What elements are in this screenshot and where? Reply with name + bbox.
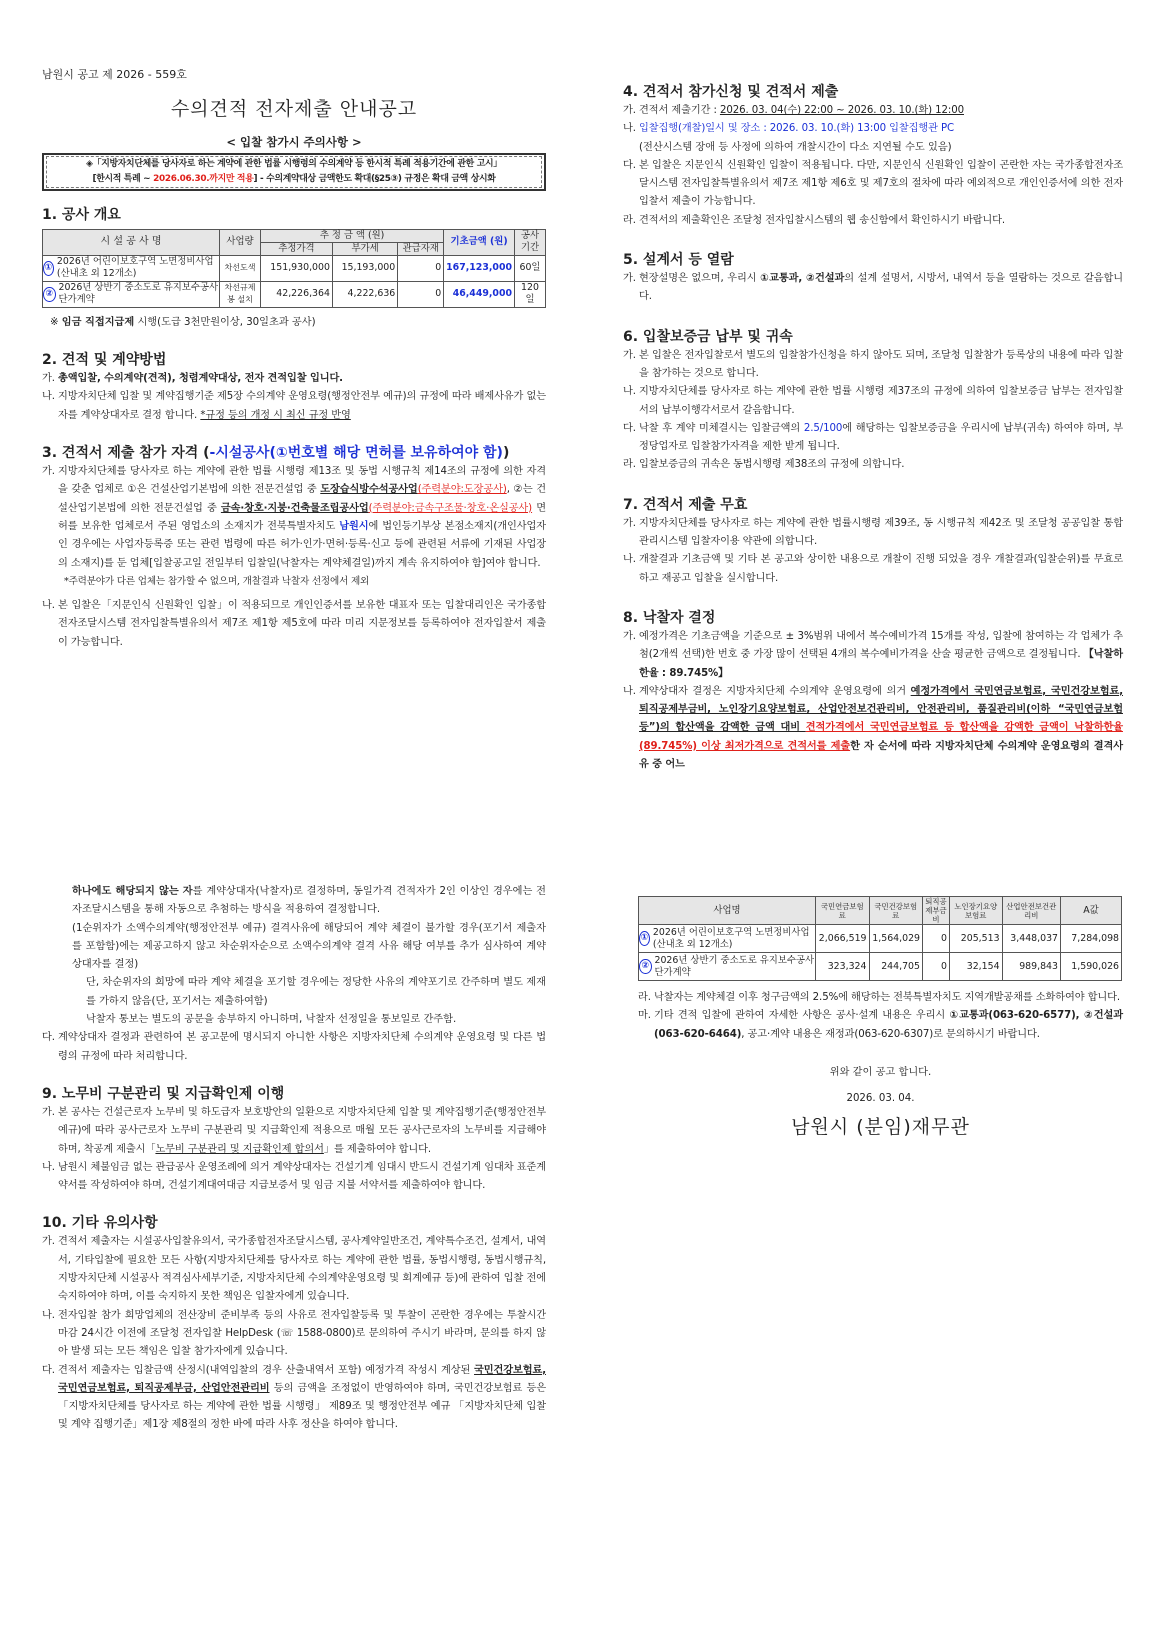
row-name: 2026년 어린이보호구역 노면정비사업(산내초 외 12개소) [652,926,810,950]
wage-note: ※ 임금 직접지급제 시행(도급 3천만원이상, 30일초과 공사) [50,316,316,328]
s4-item-na: 나. 입찰집행(개찰)일시 및 장소 : 2026. 03. 10.(화) 13:00 입찰집행관 PC [623,123,955,135]
closing-date: 2026. 03. 04. [846,1093,915,1105]
th-sub-est: 추정가격 [261,242,333,255]
s2-item-ga: 가. 총액입찰, 수의계약(견적), 청렴계약대상, 전자 견적입찰 입니다. [42,373,343,385]
s6-item-ga: 가. 본 입찰은 전자입찰로서 별도의 입찰참가신청을 하지 않아도 되며, 조달청 입찰참가 등록상의 내용에 따라 입찰을 참가하는 것으로 합니다. [623,349,1123,379]
a-value-table [638,896,1122,981]
section-1-title: 1. 공사 개요 [42,206,121,223]
s10-item-ga: 가. 견적서 제출자는 시설공사입찰유의서, 국가종합전자조달시스템, 공사계약일반조건, 계약특수조건, 설계서, 내역서, 기타입찰에 필요한 모든 사항(지방자치단체를 당사자로 하는 계약에 관한 법률, 동법시행령, 동법시행규칙, 지방자치단체 시설공사 적격심사세부기준, 지방자치단체 수의계약운영요령 및 회계예규 등)에 관하여 입찰 전에 숙지하여야 하며, 이를 숙지하지 못한 책임은 입찰자에게 있습니다. [42,1236,546,1303]
section-9-title: 9. 노무비 구분관리 및 지급확인제 이행 [42,1085,285,1102]
s4-item-da: 다. 본 입찰은 지문인식 신원확인 입찰이 적용됩니다. 다만, 지문인식 신원확인 입찰이 곤란한 자는 국가종합전자조달시스템 전자입찰특별유의서 제7조 제1항 제6호 및 제7호의 절차에 따라 예외적으로 개인인증서에 의한 전자입찰서 제출이 가능합니다. [623,159,1123,208]
row-name: 2026년 상반기 중소도로 유지보수공사 단가계약 [654,954,815,978]
row-name: 2026년 어린이보호구역 노면정비사업(산내초 외 12개소) [56,256,214,280]
s8-item-na: 나. 계약상대자 결정은 지방자치단체 수의계약 운영요령에 의거 예정가격에서 국민연금보험료, 국민건강보험료, 퇴직공제부금비, 노인장기요양보험료, 산업안전보건관리비, 안전관리비, 품질관리비(이하 “국민연금보험 등”)의 합산액을 감액한 금액 대비 견적가격에서 국민연금보험료 등 합산액을 감액한 금액이 낙찰하한율(89.745%) 이상 최저가격으로 견적서를 제출한 자 순서에 따라 지방자치단체 수의계약 운영요령의 결격사유 중 어느 [623,685,1123,771]
cell-retire: 0 [923,953,950,981]
caution-line-2: [한시적 특례 ~ 2026.06.30.까지만 적용] - 수의계약대상 금액한도 확대(§25③) 규정은 확대 금액 상시화 [92,173,496,184]
row-est: 151,930,000 [261,255,333,281]
s5-item-ga: 가. 현장설명은 없으며, 우리시 ①교통과, ②건설과의 설계 설명서, 시방서, 내역서 등을 열람하는 것으로 갈음합니다. [623,273,1123,303]
th-sub-vat: 부가세 [332,242,397,255]
section-8-title: 8. 낙찰자 결정 [623,609,716,626]
th-period: 공사 기간 [515,229,546,255]
caution-box [42,153,546,191]
section-10-title: 10. 기타 유의사항 [42,1215,158,1232]
s9-item-na: 나. 남원시 체불임금 없는 관급공사 운영조례에 의거 계약상대자는 건설기계 임대시 반드시 건설기계 임대차 표준계약서를 작성하여야 하며, 건설기계대여대금 지급보증서 및 임금 지불 서약서를 제출하여야 합니다. [42,1161,546,1192]
row-number: ② [639,959,652,974]
issuer: 남원시 (분임)재무관 [791,1116,970,1139]
table-row [43,281,546,307]
s8-sub-2: 단, 차순위자의 희망에 따라 계약 체결을 포기할 경우에는 정당한 사유의 계약포기로 간주하며 별도 제재를 가하지 않음(단, 포기서는 제출하여함) [86,977,546,1007]
cell-elder: 205,513 [949,925,1002,953]
row-mat: 0 [398,281,444,307]
right-column-bottom [638,896,1123,1137]
s10-item-da: 다. 견적서 제출자는 입찰금액 산정시(내역입찰의 경우 산출내역서 포함) 예정가격 작성시 계상된 국민건강보험료, 국민연금보험료, 퇴직공제부금, 산업안전관리비 등의 금액을 조정없이 반영하여야 하며, 국민건강보험료 등은 「지방자치단체를 당사자로 하는 계약에 관한 법률 시행령」 제89조 및 행정안전부 예규 「지방자치단체 입찰 및 계약 집행기준」제1장 제8절의 정한 바에 따라 사후 정산을 하여야 합니다. [42,1364,546,1431]
page-title: 수의견적 전자제출 안내공고 [170,98,418,121]
section-7-title: 7. 견적서 제출 무효 [623,496,748,513]
s6-item-na: 나. 지방자치단체를 당사자로 하는 계약에 관한 법률 시행령 제37조의 규정에 의하여 입찰보증금 납부는 전자입찰서의 납부이행각서로서 갈음합니다. [623,386,1123,416]
cell-pension: 2,066,519 [816,925,870,953]
th-name: 시 설 공 사 명 [43,229,220,255]
cell-safety: 989,843 [1002,953,1060,981]
s3-note: *주력분야가 다른 업체는 참가할 수 없으며, 개찰결과 낙찰자 선정에서 제외 [64,575,370,587]
s4-item-ra: 라. 견적서의 제출확인은 조달청 전자입찰시스템의 웹 송신함에서 확인하시기 바랍니다. [623,214,1006,226]
th-base: 기초금액 (원) [444,229,515,255]
notice-number: 남원시 공고 제 2026 - 559호 [42,68,187,81]
th-pension: 국민연금보험료 [816,897,870,925]
s8-item-ra: 라. 낙찰자는 계약체결 이후 청구금액의 2.5%에 해당하는 전북특별자치도 지역개발공채를 소화하여야 합니다. [638,992,1120,1003]
row-period: 60일 [515,255,546,281]
project-table [42,229,546,308]
left-column-bottom [42,883,546,1435]
s8-sub-1: (1순위자가 소액수의계약(행정안전부 예규) 결격사유에 해당되어 계약 체결이 불가할 경우(포기서 제출자를 포함함)에는 제공고하지 않고 차순위자순으로 소액수의계약 결격 사유 해당 여부를 추가 심사하여 계약상대자를 결정) [72,922,546,971]
section-6-title: 6. 입찰보증금 납부 및 귀속 [623,328,793,345]
row-number: ② [43,287,56,302]
row-vat: 4,222,636 [332,281,397,307]
cell-health: 244,705 [869,953,923,981]
cell-pension: 323,324 [816,953,870,981]
caution-heading: < 입찰 참가시 주의사항 > [226,134,362,149]
s10-item-na: 나. 전자입찰 참가 희망업체의 전산장비 준비부족 등의 사유로 전자입찰등록 및 투찰이 곤란한 경우에는 투찰시간 마감 24시간 이전에 조달청 전자입찰 HelpDesk (☏ 1588-0800)로 문의하여 주시기 바라며, 문의를 하지 않아 발생 되는 모든 책임은 입찰 참가자에게 있습니다. [42,1309,546,1358]
row-biz: 차선규제봉 설치 [220,281,261,307]
s9-item-ga: 가. 본 공사는 건설근로자 노무비 및 하도급자 보호방안의 일환으로 지방자치단체 입찰 및 계약집행기준(행정안전부 예규)에 따라 공사근로자 노무비 구분관리 및 지급확인제 적용으로 매월 모든 공사근로자의 노무비를 지급해야 하며, 착공계 제출시「노무비 구분관리 및 지급확인제 합의서」를 제출하여야 합니다. [42,1106,546,1155]
cell-safety: 3,448,037 [1002,925,1060,953]
row-period: 120일 [515,281,546,307]
cell-health: 1,564,029 [869,925,923,953]
th-elder: 노인장기요양보험료 [949,897,1002,925]
s8-continued: 하나에도 해당되지 않는 자를 계약상대자(낙찰자)로 결정하며, 동일가격 견적자가 2인 이상인 경우에는 전자조달시스템을 통해 자동으로 추첨하는 방식을 적용하여 결정합니다. [72,886,546,916]
s8-item-ma: 마. 기타 견적 입찰에 관하여 자세한 사항은 공사·설계 내용은 우리시 ①교통과(063-620-6577), ②건설과(063-620-6464), 공고·계약 내용은 재정과(063-620-6307)로 문의하시기 바랍니다. [638,1010,1123,1040]
caution-line-1: ◈「지방자치단체를 당사자로 하는 계약에 관한 법률 시행령의 수의계약 등 한시적 특례 적용기간에 관한 고시」 [86,158,502,169]
s8-item-da: 다. 계약상대자 결정과 관련하여 본 공고문에 명시되지 아니한 사항은 지방자치단체 수의계약 운영요령 및 다른 법령의 규정에 따라 처리합니다. [42,1032,546,1062]
s8-sub-3: 낙찰자 통보는 별도의 공문을 송부하지 아니하며, 낙찰자 선정일을 통보일로 간주함. [86,1014,457,1026]
section-4-title: 4. 견적서 참가신청 및 견적서 제출 [623,84,839,100]
right-column-top [623,82,1123,774]
cell-elder: 32,154 [949,953,1002,981]
th-biz-name: 사업명 [639,897,816,925]
row-mat: 0 [398,255,444,281]
th-est: 추 정 금 액 (원) [261,229,444,242]
row-number: ① [43,261,54,276]
s3-item-ga: 가. 지방자치단체를 당사자로 하는 계약에 관한 법률 시행령 제13조 및 동법 시행규칙 제14조의 규정에 의한 자격을 갖춘 업체로 ①은 건설산업기본법에 의한 전문건설업 중 도장습식방수석공사업(주력분야:도장공사), ②는 건설산업기본법에 의한 전문건설업 중 금속·창호·지붕·건축물조립공사업(주력분야:금속구조물·창호·온실공사) 면허를 보유한 업체로서 주된 영업소의 소재지가 전북특별자치도 남원시에 법인등기부상 본점소재지(개인사업자인 경우에는 사업자등록증 또는 관련 법령에 따른 허가·인가·면허·등록·신고 등에 관련된 서류에 기재된 사업장의 소재지)를 둔 업체[입찰공고일 전일부터 입찰일(낙찰자는 계약체결일)까지 계속 유지하여야 함]여야 합니다. [42,466,546,569]
s8-item-ga: 가. 예정가격은 기초금액을 기준으로 ± 3%범위 내에서 복수예비가격 15개를 작성, 입찰에 참여하는 각 업체가 추첨(2개씩 선택)한 번호 중 가장 많이 선택된 4개의 복수예비가격을 산술 평균한 금액으로 결정됩니다. 【낙찰하한율 : 89.745%】 [623,630,1123,679]
row-est: 42,226,364 [261,281,333,307]
left-column-top [42,66,546,652]
s4-item-ga: 가. 견적서 제출기간 : 2026. 03. 04(수) 22:00 ~ 2026. 03. 10.(화) 12:00 [623,105,964,116]
section-2-title: 2. 견적 및 계약방법 [42,352,167,369]
th-sub-mat: 관급자재 [398,242,444,255]
s4-note: (전산시스템 장애 등 사정에 의하여 개찰시간이 다소 지연될 수도 있음) [639,141,952,153]
row-base: 167,123,000 [444,255,515,281]
row-name: 2026년 상반기 중소도로 유지보수공사 단가계약 [58,282,219,306]
section-5-title: 5. 설계서 등 열람 [623,252,734,269]
th-health: 국민건강보험료 [869,897,923,925]
cell-retire: 0 [923,925,950,953]
row-biz: 차선도색 [220,255,261,281]
s3-item-na: 나. 본 입찰은「지문인식 신원확인 입찰」이 적용되므로 개인인증서를 보유한 대표자 또는 입찰대리인은 국가종합전자조달시스템 전자입찰특별유의서 제7조 제1항 제5호에 따라 미리 지문정보를 등록하여야 전자입찰서 제출이 가능합니다. [42,600,546,648]
table-row [639,925,1122,953]
s6-item-ra: 라. 입찰보증금의 귀속은 동법시행령 제38조의 규정에 의합니다. [623,459,905,471]
table-row [43,255,546,281]
th-biz: 사업량 [220,229,261,255]
th-safety: 산업안전보건관리비 [1002,897,1060,925]
row-number: ① [639,931,650,946]
th-retire: 퇴직공제부금비 [923,897,950,925]
cell-a-value: 7,284,098 [1061,925,1122,953]
closing-line: 위와 같이 공고 합니다. [829,1066,932,1078]
th-a-value: A값 [1061,897,1122,925]
s7-item-ga: 가. 지방자치단체를 당사자로 하는 계약에 관한 법률시행령 제39조, 동 시행규칙 제42조 및 조달청 공공입찰 통합관리시스템 입찰자이용 약관에 의합니다. [623,517,1123,548]
table-row [639,953,1122,981]
row-vat: 15,193,000 [332,255,397,281]
s7-item-na: 나. 개찰결과 기초금액 및 기타 본 공고와 상이한 내용으로 개찰이 진행 되었을 경우 개찰결과(입찰순위)를 무효로 하고 재공고 입찰을 실시합니다. [623,554,1123,584]
cell-a-value: 1,590,026 [1061,953,1122,981]
s2-item-na: 나. 지방자치단체 입찰 및 계약집행기준 제5장 수의계약 운영요령(행정안전부 예규)의 규정에 따라 배제사유가 없는 자를 계약상대자로 결정 합니다. *규정 등의 개정 시 최신 규정 반영 [42,391,546,421]
row-base: 46,449,000 [444,281,515,307]
section-3-title: 3. 견적서 제출 참가 자격 (-시설공사(①번호별 해당 면허를 보유하여야 함)) [42,445,510,462]
s6-item-da: 다. 낙찰 후 계약 미체결시는 입찰금액의 2.5/100에 해당하는 입찰보증금을 우리시에 납부(귀속) 하여야 하며, 부정당업자로 입찰참가자격을 제한 받게 됩니다. [623,422,1123,453]
